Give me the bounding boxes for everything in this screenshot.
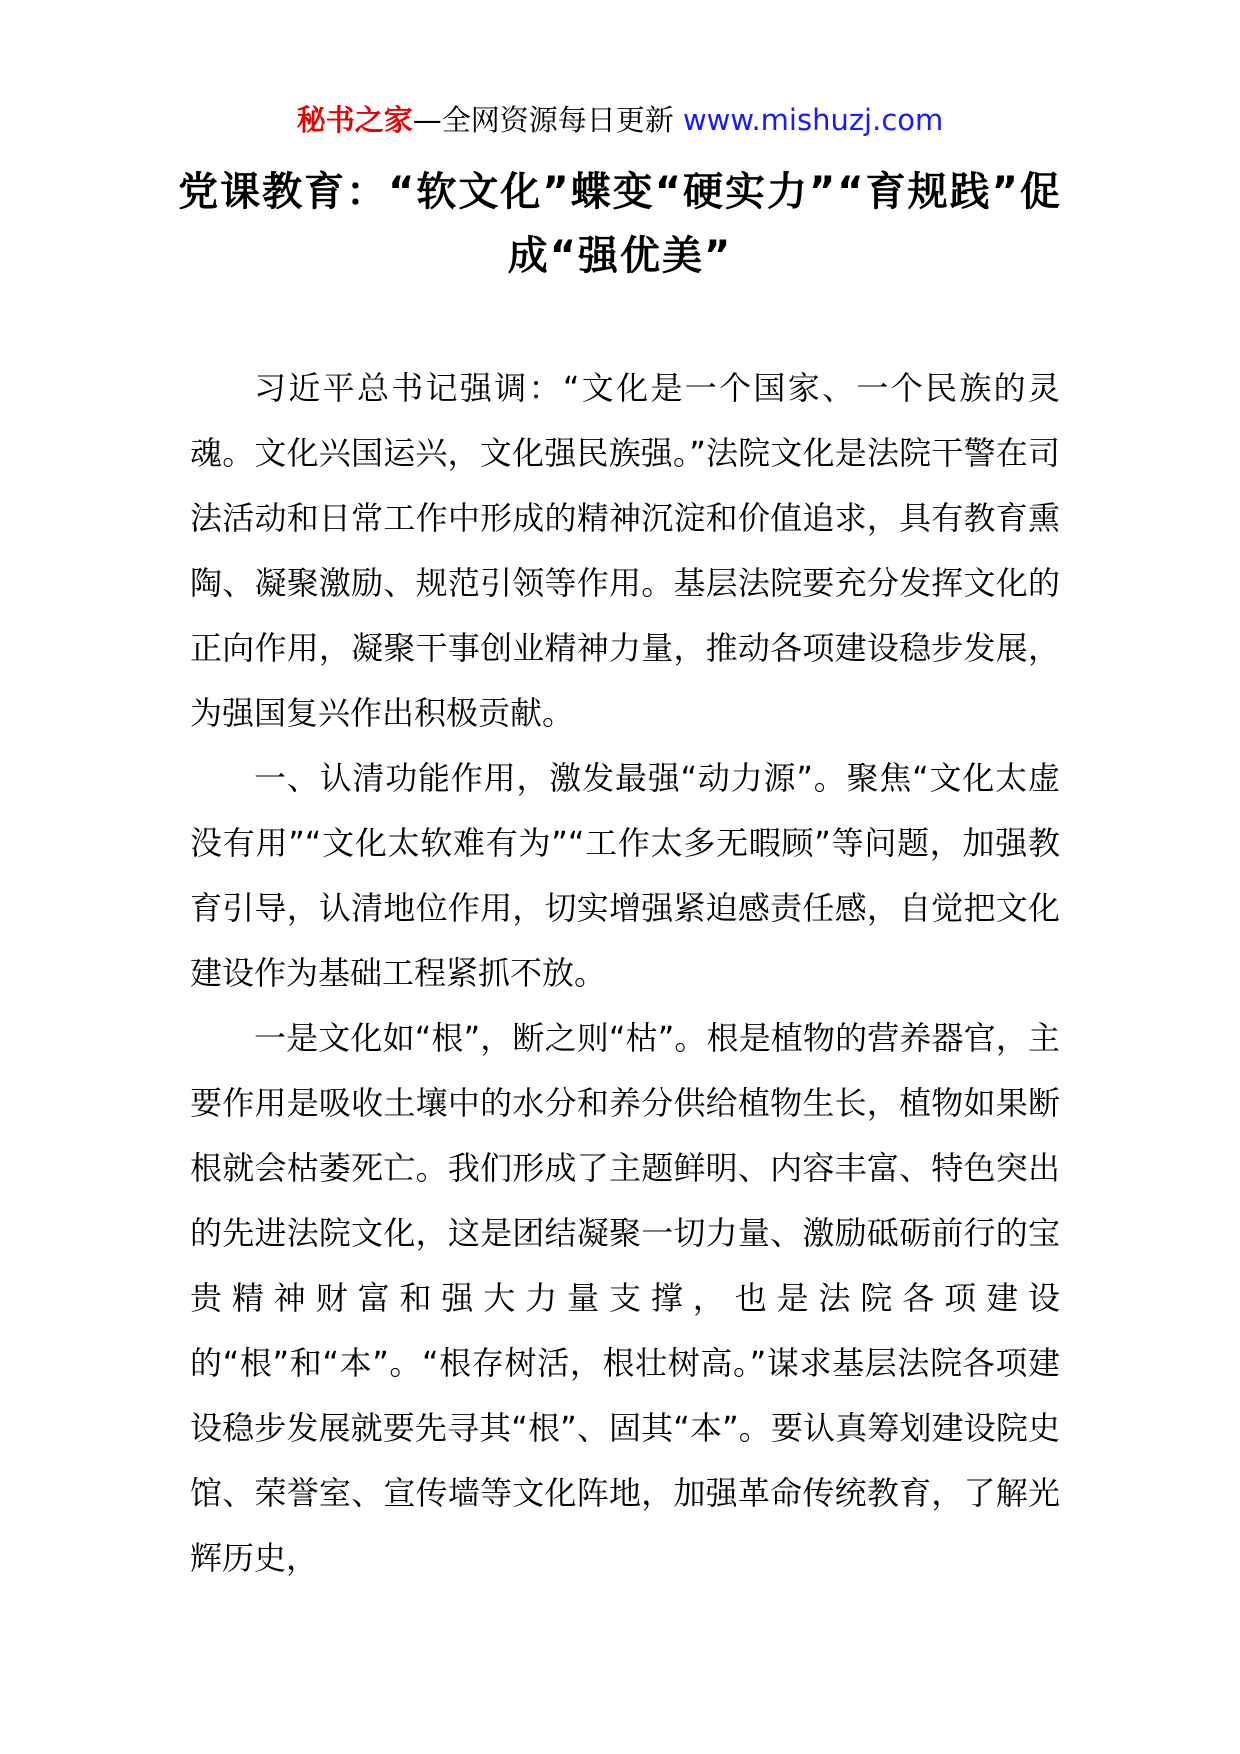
paragraph: 一是文化如“根”，断之则“枯”。根是植物的营养器官，主要作用是吸收土壤中的水分和养分供给植物生长，植物如果断根就会枯萎死亡。我们形成了主题鲜明、内容丰富、特色突出的先进法院文化，这是团结凝聚一切力量、激励砥砺前行的宝贵精神财富和强大力量支撑，也是法院各项建设的“根”和“本”。“根存树活，根壮树高。”谋求基层法院各项建设稳步发展就要先寻其“根”、固其“本”。要认真筹划建设院史馆、荣誉室、宣传墙等文化阵地，加强革命传统教育，了解光辉历史， — [190, 1019, 1060, 1577]
site-header — [0, 100, 1240, 140]
header-slogan: —全网资源每日更新 — [412, 103, 683, 137]
brand-name: 秘书之家 — [296, 103, 413, 137]
paragraph: 习近平总书记强调：“文化是一个国家、一个民族的灵魂。文化兴国运兴，文化强民族强。”法院文化是法院干警在司法活动和日常工作中形成的精神沉淀和价值追求，具有教育熏陶、凝聚激励、规范引领等作用。基层法院要充分发挥文化的正向作用，凝聚干事创业精神力量，推动各项建设稳步发展，为强国复兴作出积极贡献。 — [190, 369, 1060, 732]
document-body — [190, 356, 1060, 1591]
paragraph: 一、认清功能作用，激发最强“动力源”。聚焦“文化太虚没有用”“文化太软难有为”“工作太多无暇顾”等问题，加强教育引导，认清地位作用，切实增强紧迫感责任感，自觉把文化建设作为基础工程紧抓不放。 — [190, 759, 1060, 992]
document-title: 党课教育：“软文化”蝶变“硬实力”“育规践”促成“强优美” — [178, 169, 1062, 279]
site-url-link[interactable]: www.mishuzj.com — [682, 103, 944, 137]
